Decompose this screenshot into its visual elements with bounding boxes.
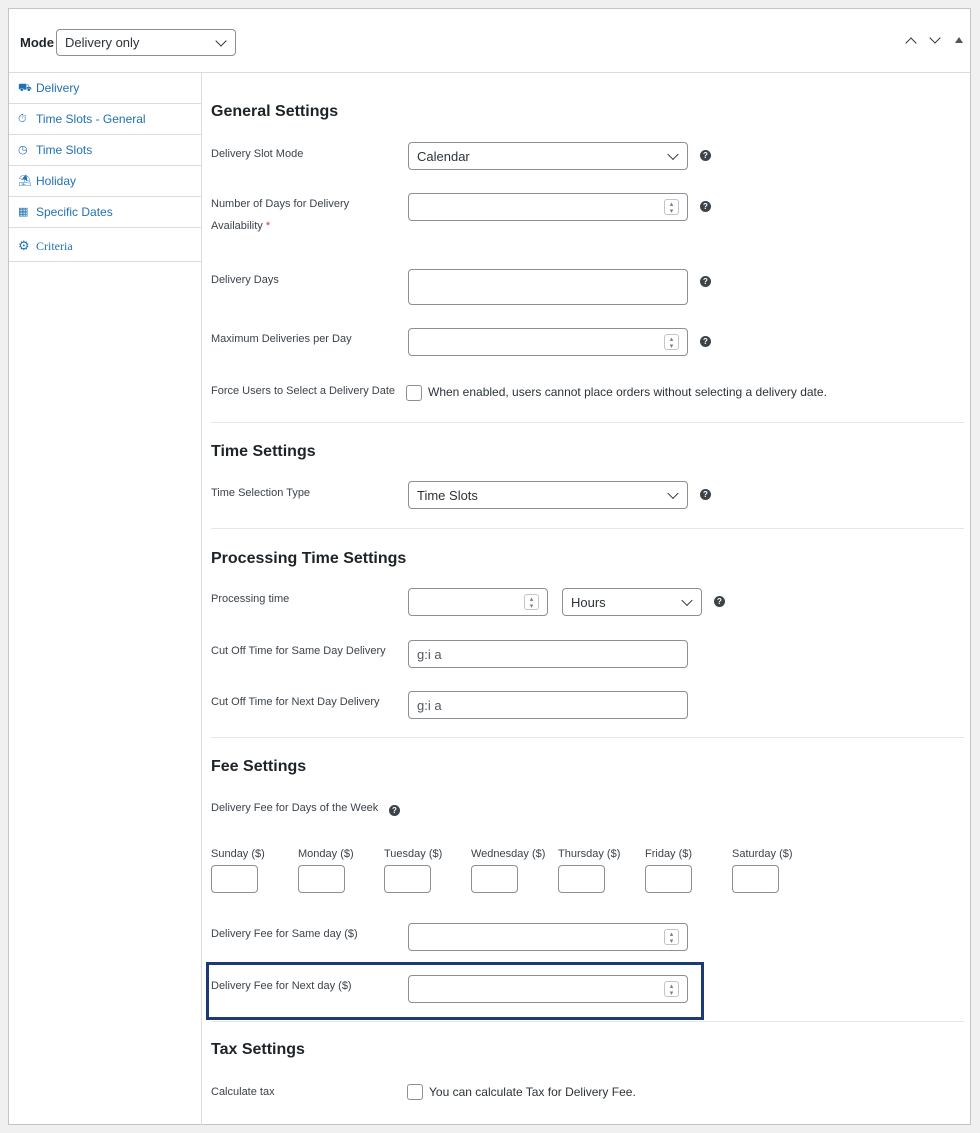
sidebar-item-delivery[interactable] [9, 73, 201, 104]
truck-icon: ⛟ [18, 82, 32, 94]
clock-icon: ⏱ [18, 113, 27, 125]
chevron-down-icon [215, 35, 226, 46]
tuesday-fee-input[interactable] [384, 865, 431, 893]
divider [211, 528, 964, 529]
help-icon: ? [700, 150, 711, 161]
force-date-label: Force Users to Select a Delivery Date [211, 385, 396, 397]
sunday-fee-label: Sunday ($) [211, 848, 265, 860]
help-icon: ? [714, 596, 725, 607]
same-day-cutoff-input[interactable] [408, 640, 688, 668]
days-of-week-fee-label: Delivery Fee for Days of the Week [211, 802, 379, 814]
sidebar-item-criteria[interactable] [9, 228, 201, 262]
processing-settings-heading: Processing Time Settings [211, 550, 407, 567]
calendar-icon: ▦ [18, 206, 29, 218]
sidebar-item-label: Time Slots [36, 143, 93, 157]
mode-select[interactable] [56, 29, 236, 56]
days-availability-input[interactable] [408, 193, 688, 221]
help-icon: ? [700, 489, 711, 500]
monday-fee-label: Monday ($) [298, 848, 354, 860]
panel-header [9, 9, 970, 73]
time-settings-heading: Time Settings [211, 443, 316, 460]
gear-icon: ⚙ [18, 238, 30, 253]
time-selection-type-value: Time Slots [417, 487, 478, 503]
beach-umbrella-icon: ⛱ [18, 175, 32, 187]
collapse-triangle-icon [955, 37, 963, 43]
processing-time-input[interactable] [408, 588, 548, 616]
delivery-slot-mode-value: Calendar [417, 148, 470, 164]
saturday-fee-input[interactable] [732, 865, 779, 893]
same-day-cutoff-label: Cut Off Time for Same Day Delivery [211, 645, 386, 657]
spinner-icon: ▴ ▾ [664, 929, 679, 945]
next-day-cutoff-input[interactable] [408, 691, 688, 719]
sidebar-item-label: Specific Dates [36, 205, 113, 219]
delivery-days-input[interactable] [408, 269, 688, 305]
next-day-fee-label: Delivery Fee for Next day ($) [211, 980, 352, 992]
sunday-fee-input[interactable] [211, 865, 258, 893]
sidebar-item-time-slots[interactable] [9, 135, 201, 166]
force-date-checkbox[interactable] [406, 385, 422, 401]
divider [211, 737, 964, 738]
spinner-icon: ▴ ▾ [524, 594, 539, 610]
time-selection-type-label: Time Selection Type [211, 487, 311, 499]
mode-label: Mode [20, 35, 54, 50]
settings-panel [8, 8, 971, 1125]
chevron-down-icon [929, 32, 940, 43]
sidebar-item-time-slots-general[interactable] [9, 104, 201, 135]
processing-unit-select[interactable] [562, 588, 702, 616]
chevron-up-icon [905, 37, 916, 48]
calculate-tax-label: Calculate tax [211, 1086, 275, 1098]
next-day-cutoff-label: Cut Off Time for Next Day Delivery [211, 696, 380, 708]
calculate-tax-checkbox[interactable] [407, 1084, 423, 1100]
thursday-fee-input[interactable] [558, 865, 605, 893]
sidebar-item-label: Time Slots - General [36, 112, 146, 126]
tax-settings-heading: Tax Settings [211, 1041, 305, 1058]
days-availability-label: Number of Days for Delivery Availability * [211, 198, 350, 232]
time-selection-type-select[interactable] [408, 481, 688, 509]
divider [211, 422, 964, 423]
move-down-button[interactable] [926, 33, 944, 51]
spinner-icon: ▴ ▾ [664, 981, 679, 997]
same-day-fee-label: Delivery Fee for Same day ($) [211, 928, 358, 940]
help-icon: ? [700, 276, 711, 287]
fee-settings-heading: Fee Settings [211, 758, 307, 775]
help-icon: ? [389, 805, 400, 816]
spinner-icon: ▴ ▾ [664, 199, 679, 215]
delivery-days-label: Delivery Days [211, 274, 279, 286]
next-day-cutoff-placeholder: g:i a [417, 697, 442, 713]
delivery-slot-mode-select[interactable] [408, 142, 688, 170]
settings-sidebar [9, 73, 202, 1125]
sidebar-item-label: Holiday [36, 174, 77, 188]
sidebar-item-label: Criteria [36, 239, 73, 253]
saturday-fee-label: Saturday ($) [732, 848, 793, 860]
thursday-fee-label: Thursday ($) [558, 848, 621, 860]
next-day-fee-input[interactable] [408, 975, 688, 1003]
help-icon: ? [700, 336, 711, 347]
friday-fee-label: Friday ($) [645, 848, 693, 860]
max-deliveries-input[interactable] [408, 328, 688, 356]
wednesday-fee-input[interactable] [471, 865, 518, 893]
general-settings-heading: General Settings [211, 103, 339, 120]
sidebar-item-holiday[interactable] [9, 166, 201, 197]
max-deliveries-label: Maximum Deliveries per Day [211, 333, 352, 345]
delivery-slot-mode-label: Delivery Slot Mode [211, 148, 304, 160]
monday-fee-input[interactable] [298, 865, 345, 893]
toggle-panel-button[interactable] [950, 33, 968, 51]
tuesday-fee-label: Tuesday ($) [384, 848, 443, 860]
calculate-tax-description: You can calculate Tax for Delivery Fee. [429, 1085, 636, 1099]
processing-time-label: Processing time [211, 593, 290, 605]
spinner-icon: ▴ ▾ [664, 334, 679, 350]
same-day-cutoff-placeholder: g:i a [417, 646, 442, 662]
help-icon: ? [700, 201, 711, 212]
wednesday-fee-label: Wednesday ($) [471, 848, 546, 860]
sidebar-item-specific-dates[interactable] [9, 197, 201, 228]
same-day-fee-input[interactable] [408, 923, 688, 951]
force-date-description: When enabled, users cannot place orders without selecting a delivery date. [428, 385, 827, 399]
sidebar-item-label: Delivery [36, 81, 80, 95]
move-up-button[interactable] [902, 33, 920, 51]
clock-icon: ◷ [18, 144, 28, 156]
friday-fee-input[interactable] [645, 865, 692, 893]
divider [211, 1021, 964, 1022]
processing-unit-value: Hours [571, 594, 606, 610]
mode-select-value: Delivery only [65, 35, 140, 50]
